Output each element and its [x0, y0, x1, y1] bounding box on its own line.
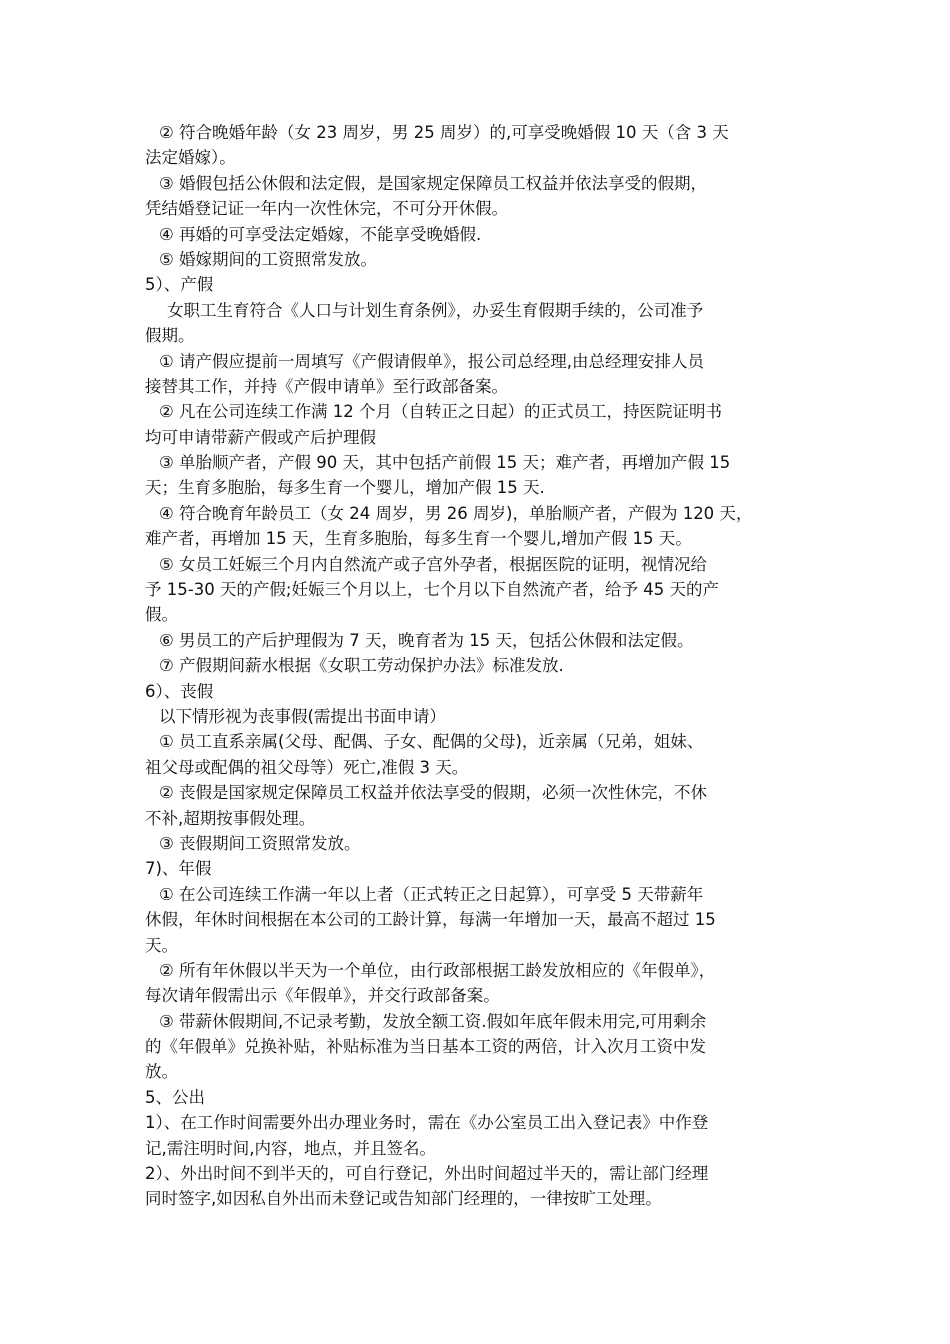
text-line: 女职工生育符合《人口与计划生育条例》，办妥生育假期手续的，公司准予	[167, 300, 704, 320]
text-line: ⑦ 产假期间薪水根据《女职工劳动保护办法》标准发放.	[159, 656, 564, 676]
text-line: 记,需注明时间,内容，地点，并且签名。	[145, 1138, 436, 1158]
text-line: ④ 再婚的可享受法定婚嫁，不能享受晚婚假.	[159, 224, 482, 244]
text-line: 接替其工作，并持《产假申请单》至行政部备案。	[145, 376, 508, 396]
text-line: 放。	[145, 1062, 178, 1082]
text-line: 2）、外出时间不到半天的，可自行登记，外出时间超过半天的，需让部门经理	[145, 1164, 709, 1184]
text-line: 天；生育多胞胎，每多生育一个婴儿，增加产假 15 天.	[145, 478, 545, 498]
text-line: 的《年假单》兑换补贴，补贴标准为当日基本工资的两倍，计入次月工资中发	[145, 1037, 706, 1057]
text-line: 不补,超期按事假处理。	[145, 808, 316, 828]
text-line: ② 所有年休假以半天为一个单位，由行政部根据工龄发放相应的《年假单》，	[159, 960, 716, 980]
text-line: 祖父母或配偶的祖父母等）死亡,准假 3 天。	[145, 757, 469, 777]
text-line: ④ 符合晚育年龄员工（女 24 周岁，男 26 周岁)，单胎顺产者，产假为 120 天，	[159, 503, 753, 523]
text-line: 1）、在工作时间需要外出办理业务时，需在《办公室员工出入登记表》中作登	[145, 1113, 709, 1133]
text-line: ① 请产假应提前一周填写《产假请假单》，报公司总经理,由总经理安排人员	[159, 351, 705, 371]
text-line: ⑤ 婚嫁期间的工资照常发放。	[159, 249, 378, 269]
text-line: 5）、产假	[145, 275, 214, 295]
text-line: 天。	[145, 935, 178, 955]
text-line: ③ 单胎顺产者，产假 90 天，其中包括产前假 15 天；难产者，再增加产假 15	[159, 453, 731, 473]
document-page	[145, 120, 815, 1212]
text-line: 均可申请带薪产假或产后护理假	[145, 427, 376, 447]
text-line: ③ 丧假期间工资照常发放。	[159, 833, 361, 853]
text-line: ③ 带薪休假期间,不记录考勤，发放全额工资.假如年底年假未用完,可用剩余	[159, 1011, 707, 1031]
text-line: ① 在公司连续工作满一年以上者（正式转正之日起算），可享受 5 天带薪年	[159, 884, 704, 904]
text-line: 难产者，再增加 15 天，生育多胞胎，每多生育一个婴儿,增加产假 15 天。	[145, 529, 692, 549]
text-line: ② 凡在公司连续工作满 12 个月（自转正之日起）的正式员工，持医院证明书	[159, 402, 723, 422]
text-line: 以下情形视为丧事假(需提出书面申请）	[159, 706, 446, 726]
text-line: 予 15-30 天的产假;妊娠三个月以上，七个月以下自然流产者，给予 45 天的产	[145, 580, 719, 600]
text-line: ③ 婚假包括公休假和法定假，是国家规定保障员工权益并依法享受的假期，	[159, 173, 708, 193]
text-line: ② 符合晚婚年龄（女 23 周岁，男 25 周岁）的,可享受晚婚假 10 天（含 3 天	[159, 123, 729, 142]
text-line: 同时签字,如因私自外出而未登记或告知部门经理的，一律按旷工处理。	[145, 1189, 662, 1209]
text-line: 休假，年休时间根据在本公司的工龄计算，每满一年增加一天，最高不超过 15	[145, 910, 716, 930]
text-line: 法定婚嫁）。	[145, 148, 236, 168]
text-line: 6）、丧假	[145, 681, 214, 701]
text-line: 假。	[145, 605, 178, 625]
text-line: 假期。	[145, 326, 195, 346]
text-line: 凭结婚登记证一年内一次性休完，不可分开休假。	[145, 199, 508, 219]
text-line: ⑥ 男员工的产后护理假为 7 天，晚育者为 15 天，包括公休假和法定假。	[159, 630, 694, 650]
text-line: 5、公出	[145, 1087, 205, 1107]
text-line: 每次请年假需出示《年假单》，并交行政部备案。	[145, 986, 500, 1006]
text-line: ① 员工直系亲属(父母、配偶、子女、配偶的父母)，近亲属（兄弟，姐妹、	[159, 732, 704, 752]
text-line: 7)、年假	[145, 859, 212, 879]
text-line: ⑤ 女员工妊娠三个月内自然流产或子宫外孕者，根据医院的证明，视情况给	[159, 554, 708, 574]
text-line: ② 丧假是国家规定保障员工权益并依法享受的假期，必须一次性休完，不休	[159, 783, 708, 803]
